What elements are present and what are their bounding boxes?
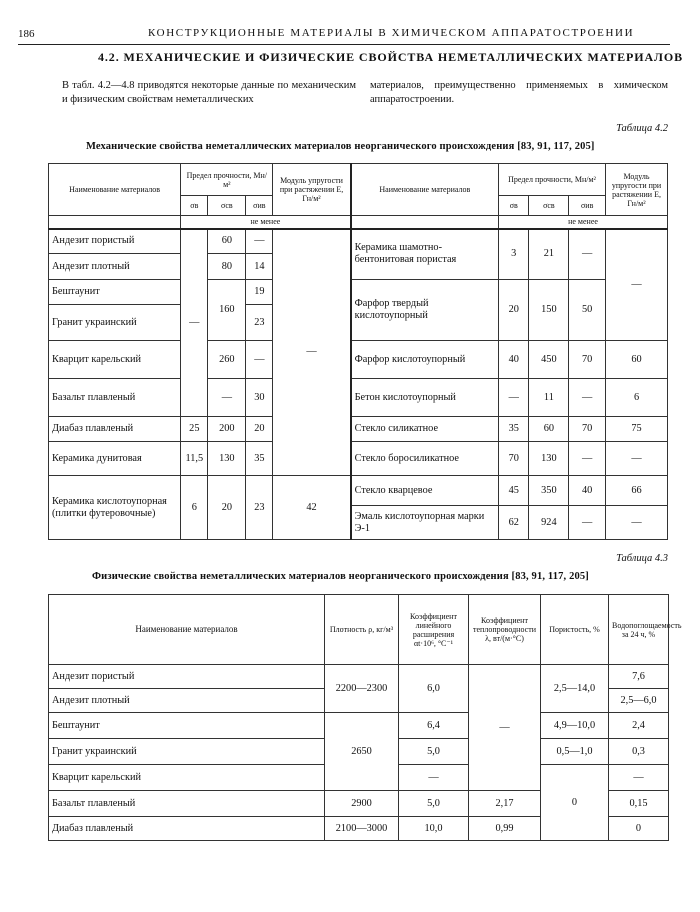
page-number: 186 <box>18 28 35 40</box>
t42-head-sigma-sv-right: σсв <box>529 196 569 216</box>
section-title: 4.2. МЕХАНИЧЕСКИЕ И ФИЗИЧЕСКИЕ СВОЙСТВА НЕМЕТАЛЛИЧЕСКИХ МАТЕРИАЛОВ <box>98 50 684 64</box>
table-row: Фарфор твердый кислотоупорный <box>351 280 499 341</box>
t43-head-name: Наименование материалов <box>49 595 325 665</box>
table-row: Базальт плавленый <box>49 379 181 417</box>
t43-head-density: Плотность ρ, кг/м³ <box>325 595 399 665</box>
t42-head-sigma-iv-right: σив <box>569 196 606 216</box>
t43-head-expansion: Коэффициент линейного расширения αt·10⁶, °C⁻¹ <box>399 595 469 665</box>
table-row: Фарфор кислотоупорный <box>351 341 499 379</box>
table-row: Бештаунит <box>49 713 325 739</box>
t42-note-min-left: не менее <box>181 216 351 229</box>
table-4-3: Наименование материалов Плотность ρ, кг/м³ Коэффициент линейного расширения αt·10⁶, °C⁻¹ Коэффициент теплопроводности λ, вт/(м·°С) Пористость, % Водопоглощаемость за 24 ч, % Андезит пористый 2200—2300 6,0 — 2,5—14,0 7,6 Андезит плотный 2,5—6,0 Бештаунит 2650 6,4 4,9—10,0 2,4 Гранит украинский 5,0 0,5—1,0 0,3 Кварцит карельский — 0 — Базальт плавленый 2900 5,0 2,17 0,15 Диабаз плавленый 2100—3000 10,0 0,99 0 <box>48 594 669 841</box>
table-4-2-number: Таблица 4.2 <box>616 123 668 134</box>
t42-head-name-left: Наименование материалов <box>49 164 181 216</box>
table-4-2: Наименование материалов Предел прочности, Мн/м² Модуль упругости при растяжении E, Гн/м² Наименование материалов Предел прочности, Мн/м² Модуль упругости при растяжении E, Гн/м² σв σсв σив σв σсв σив не менее не менее Андезит пористый — 60 — — Керамика шамотно-бентонитовая пористая 3 21 — — Андезит плотный 80 14 Бештаунит 160 19 Фарфор твердый кислотоупорный 20 150 50 Гранит украинский 23 Кварцит карельский 260 — Фарфор кислотоупорный 40 450 70 60 Базальт плавленый — 30 Бетон кислотоупорный — 11 — 6 Диабаз плавленый 25 200 20 Стекло силикатное 35 60 70 75 Керамика дунитовая 11,5 130 35 Стекло боросиликатное 70 130 — — Керамика кислотоупорная (плитки футеровочные) 6 20 23 42 Стекло кварцевое 45 350 40 66 Эмаль кислотоупорная марки Э-1 62 924 — — <box>48 163 668 540</box>
table-row: Гранит украинский <box>49 305 181 341</box>
t42-head-strength-right: Предел прочности, Мн/м² <box>499 164 606 196</box>
t42-head-sigma-b-right: σв <box>499 196 529 216</box>
table-4-3-number: Таблица 4.3 <box>616 553 668 564</box>
table-row: Базальт плавленый <box>49 791 325 817</box>
t42-head-name-right: Наименование материалов <box>351 164 499 216</box>
t43-head-conductivity: Коэффициент теплопроводности λ, вт/(м·°С) <box>469 595 541 665</box>
t42-head-sigma-sv: σсв <box>208 196 246 216</box>
table-row: Керамика дунитовая <box>49 442 181 476</box>
t42-note-min-right: не менее <box>499 216 668 229</box>
table-row: Диабаз плавленый <box>49 817 325 841</box>
t42-head-modulus-right: Модуль упругости при растяжении E, Гн/м² <box>606 164 668 216</box>
table-row: Андезит пористый <box>49 229 181 254</box>
table-row: Кварцит карельский <box>49 341 181 379</box>
running-title: КОНСТРУКЦИОННЫЕ МАТЕРИАЛЫ В ХИМИЧЕСКОМ АППАРАТОСТРОЕНИИ <box>148 27 635 39</box>
table-4-2-title: Механические свойства неметаллических материалов неорганического происхождения [83, 91, 117, 205] <box>86 141 595 152</box>
table-row: Гранит украинский <box>49 739 325 765</box>
table-4-3-title: Физические свойства неметаллических материалов неорганического происхождения [83, 91, 117, 205] <box>92 571 589 582</box>
table-row: Стекло кварцевое <box>351 476 499 506</box>
t43-head-porosity: Пористость, % <box>541 595 609 665</box>
intro-paragraph-right: материалов, преимущественно применяемых в химическом аппаратостроении. <box>370 80 668 105</box>
table-row: Бештаунит <box>49 280 181 305</box>
table-row: Бетон кислотоупорный <box>351 379 499 417</box>
table-row: Андезит пористый <box>49 665 325 689</box>
table-row: Кварцит карельский <box>49 765 325 791</box>
table-row: Андезит плотный <box>49 689 325 713</box>
t42-head-strength-left: Предел прочности, Мн/м² <box>181 164 273 196</box>
table-row: Стекло боросиликатное <box>351 442 499 476</box>
table-row: Эмаль кислотоупорная марки Э-1 <box>351 506 499 540</box>
t42-head-modulus-left: Модуль упругости при растяжении E, Гн/м² <box>273 164 351 216</box>
table-row: Стекло силикатное <box>351 417 499 442</box>
table-row: Керамика кислотоупорная (плитки футеровочные) <box>49 476 181 540</box>
header-rule <box>18 44 670 45</box>
table-row: Диабаз плавленый <box>49 417 181 442</box>
table-row: Керамика шамотно-бентонитовая пористая <box>351 229 499 280</box>
t42-head-sigma-iv: σив <box>246 196 273 216</box>
t42-head-sigma-b: σв <box>181 196 208 216</box>
table-row: Андезит плотный <box>49 254 181 280</box>
intro-paragraph-left: В табл. 4.2—4.8 приводятся некоторые данные по механическим и физическим свойствам неметаллических <box>62 80 356 105</box>
t43-head-absorption: Водопоглощаемость за 24 ч, % <box>609 595 669 665</box>
